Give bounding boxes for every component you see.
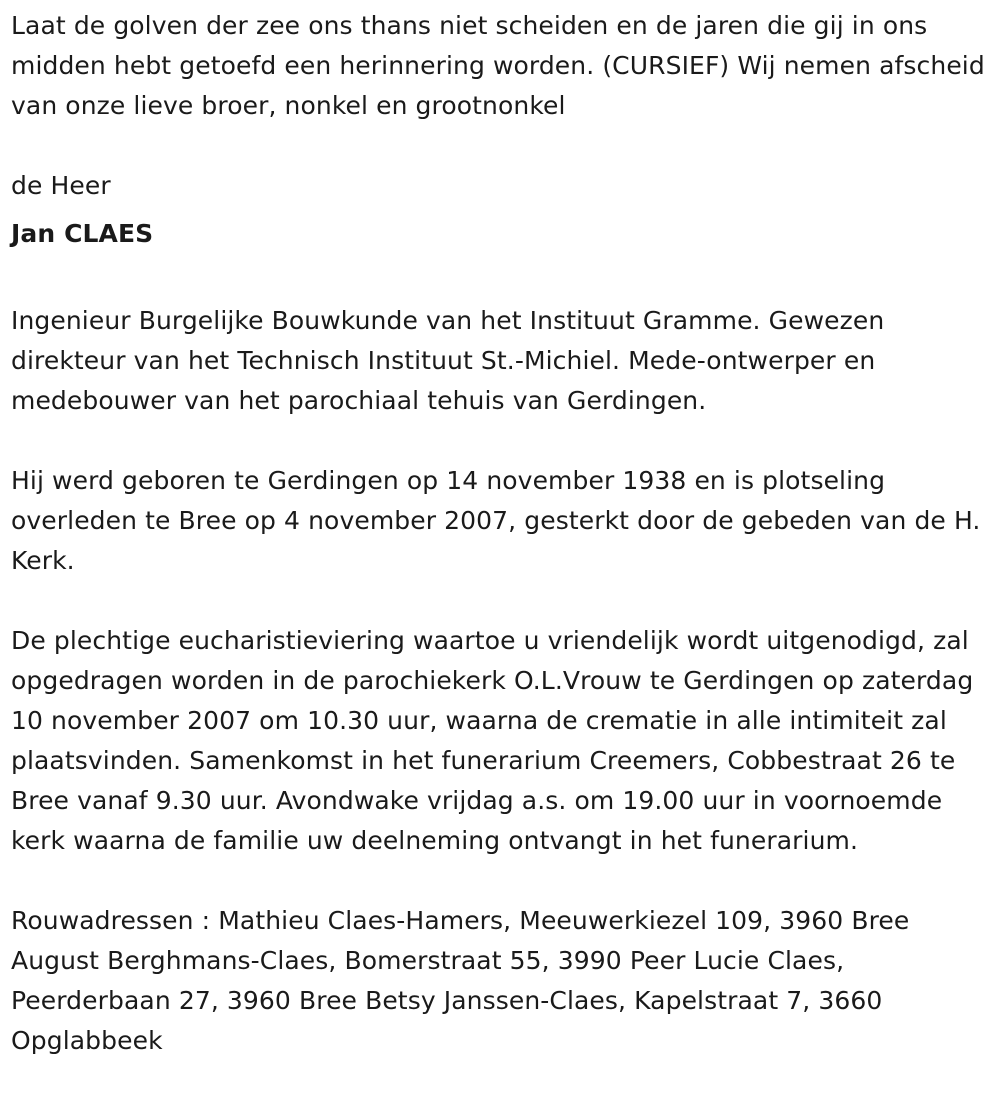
- spacer: [11, 261, 986, 301]
- deceased-name: Jan CLAES: [11, 219, 154, 248]
- spacer: [11, 126, 986, 166]
- birth-death-paragraph: Hij werd geboren te Gerdingen op 14 november 1938 en is plotseling overleden te Bree op 4 november 2007, gesterkt door de gebeden van de H. Kerk.: [11, 466, 981, 575]
- intro-paragraph: Laat de golven der zee ons thans niet scheiden en de jaren die gij in ons midden hebt getoefd een herinnering worden. (CURSIEF) Wij nemen afscheid van onze lieve broer, nonkel en grootnonkel: [11, 11, 985, 120]
- career-paragraph: Ingenieur Burgelijke Bouwkunde van het Instituut Gramme. Gewezen direkteur van het Technisch Instituut St.-Michiel. Mede-ontwerper en medebouwer van het parochiaal tehuis van Gerdingen.: [11, 306, 885, 415]
- spacer: [11, 581, 986, 621]
- ceremony-paragraph: De plechtige eucharistieviering waartoe u vriendelijk wordt uitgenodigd, zal opgedragen worden in de parochiekerk O.L.Vrouw te Gerdingen op zaterdag 10 november 2007 om 10.30 uur, waarna de crematie in alle intimiteit zal plaatsvinden. Samenkomst in het funerarium Creemers, Cobbestraat 26 te Bree vanaf 9.30 uur. Avondwake vrijdag a.s. om 19.00 uur in voornoemde kerk waarna de familie uw deelneming ontvangt in het funerarium.: [11, 626, 974, 855]
- title-line: de Heer: [11, 171, 111, 200]
- spacer: [11, 861, 986, 901]
- obituary-document: [11, 6, 986, 1061]
- addresses-paragraph: Rouwadressen : Mathieu Claes-Hamers, Meeuwerkiezel 109, 3960 Bree August Berghmans-Claes, Bomerstraat 55, 3990 Peer Lucie Claes, Peerderbaan 27, 3960 Bree Betsy Janssen-Claes, Kapelstraat 7, 3660 Opglabbeek: [11, 906, 910, 1055]
- spacer: [11, 421, 986, 461]
